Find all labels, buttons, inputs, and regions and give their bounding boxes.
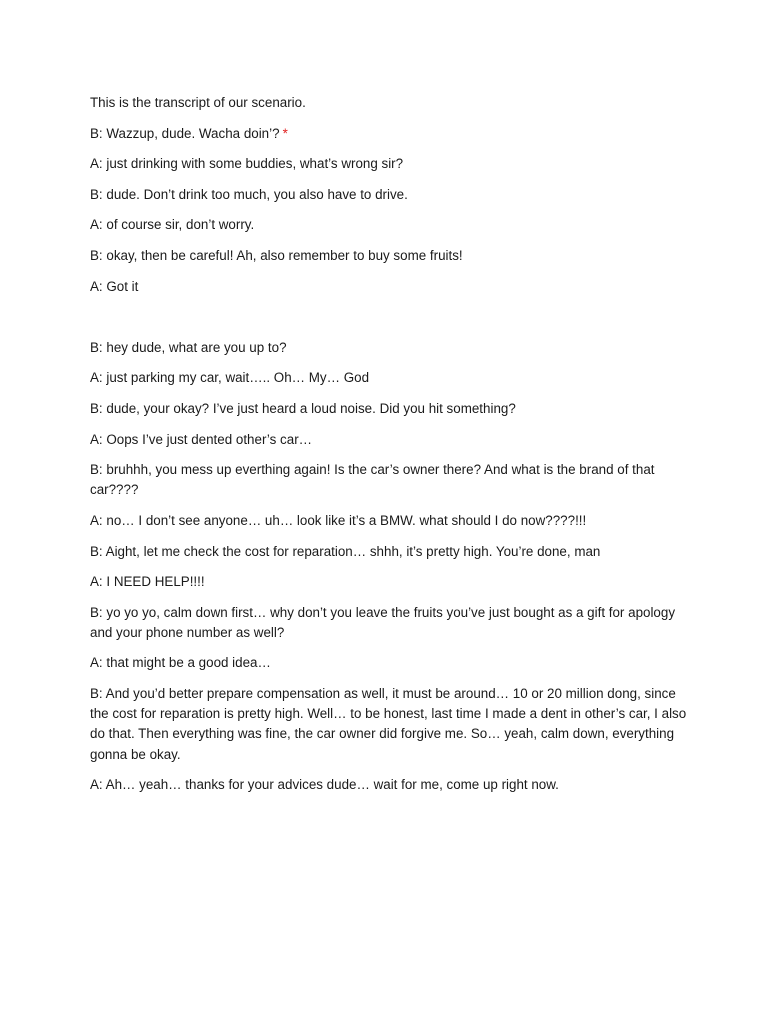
dialogue-line: A: Got it xyxy=(90,278,139,294)
dialogue-line: B: dude, your okay? I’ve just heard a loud noise. Did you hit something? xyxy=(90,400,516,416)
dialogue-line xyxy=(90,124,690,144)
dialogue-line: B: okay, then be careful! Ah, also remember to buy some fruits! xyxy=(90,247,463,263)
blank-line xyxy=(90,307,690,327)
dialogue-line: B: yo yo yo, calm down first… why don’t you leave the fruits you’ve just bought as a gift for apology and your phone number as well? xyxy=(90,604,676,640)
transcript-body xyxy=(90,93,690,806)
dialogue-text: B: Wazzup, dude. Wacha doin’? xyxy=(90,125,280,141)
dialogue-line: A: just drinking with some buddies, what’s wrong sir? xyxy=(90,156,404,172)
dialogue-line: A: I NEED HELP!!!! xyxy=(90,574,205,590)
dialogue-line: B: hey dude, what are you up to? xyxy=(90,339,287,355)
dialogue-line: B: bruhhh, you mess up everthing again! Is the car’s owner there? And what is the brand of that car???? xyxy=(90,462,655,498)
dialogue-line: B: Aight, let me check the cost for reparation… shhh, it’s pretty high. You’re done, man xyxy=(90,543,601,559)
dialogue-line: A: just parking my car, wait….. Oh… My… God xyxy=(90,370,370,386)
dialogue-line: A: of course sir, don’t worry. xyxy=(90,217,255,233)
transcript-intro: This is the transcript of our scenario. xyxy=(90,95,306,110)
dialogue-line: A: Oops I’ve just dented other’s car… xyxy=(90,431,313,447)
dialogue-line: B: And you’d better prepare compensation as well, it must be around… 10 or 20 million dong, since the cost for reparation is pretty high. Well… to be honest, last time I made a dent in other’s car, I also do that. Then everything was fine, the car owner did forgive me. So… yeah, calm down, everything gonna be okay. xyxy=(90,686,687,762)
comment-marker-icon: * xyxy=(282,125,288,141)
dialogue-line: A: no… I don’t see anyone… uh… look like it’s a BMW. what should I do now????!!! xyxy=(90,512,587,528)
dialogue-line: A: Ah… yeah… thanks for your advices dude… wait for me, come up right now. xyxy=(90,777,559,793)
dialogue-line: B: dude. Don’t drink too much, you also have to drive. xyxy=(90,186,408,202)
dialogue-line: A: that might be a good idea… xyxy=(90,655,271,671)
